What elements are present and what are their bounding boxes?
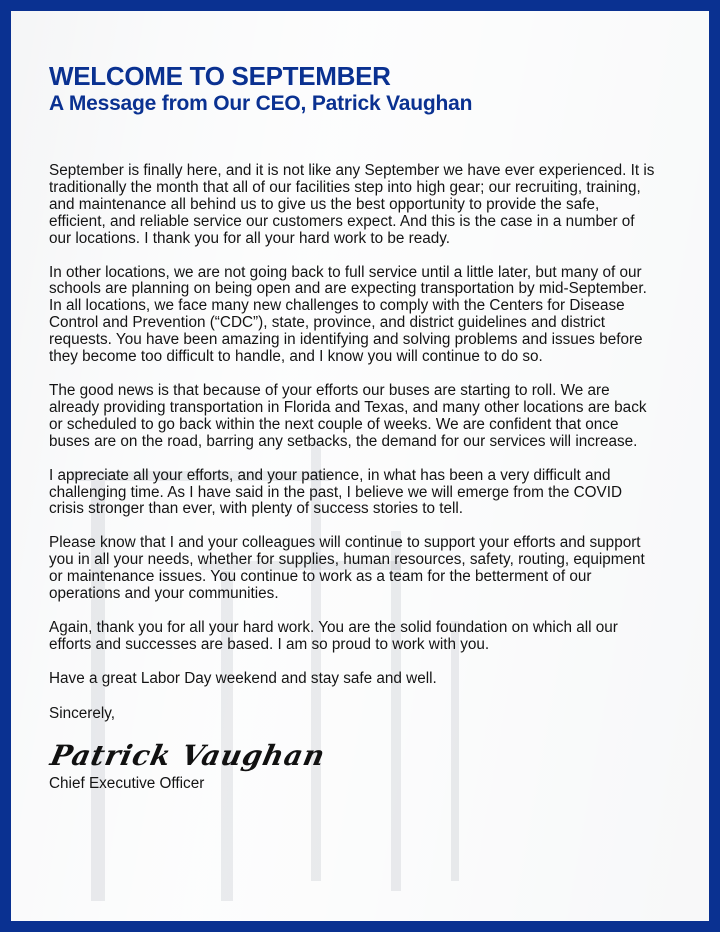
letter-body	[49, 163, 659, 688]
letter-content	[49, 61, 659, 797]
signer-title: Chief Executive Officer	[49, 774, 205, 792]
paragraph: The good news is that because of your efforts our buses are starting to roll. We are already providing transportation in Florida and Texas, and many other locations are back or scheduled to go back within the next couple of weeks. We are confident that once buses are on the road, barring any setbacks, the demand for our services will increase.	[49, 381, 647, 450]
page-title: WELCOME TO SEPTEMBER	[49, 61, 391, 91]
paragraph: Again, thank you for all your hard work. You are the solid foundation on which all our efforts and successes are based. I am so proud to work with you.	[49, 618, 618, 653]
paragraph: In other locations, we are not going back to full service until a little later, but many of our schools are planning on being open and are expecting transportation by mid-September. In all locations, we face many new challenges to comply with the Centers for Disease Control and Prevention (“CDC”), state, province, and district guidelines and district requests. You have been amazing in identifying and solving problems and issues before they become too difficult to handle, and I know you will continue to do so.	[49, 263, 647, 366]
paragraph: September is finally here, and it is not like any September we have ever experienced. It is traditionally the month that all of our facilities step into high gear; our recruiting, training, and maintenance all behind us to give us the best opportunity to provide the safe, efficient, and reliable service our customers expect. And this is the case in a number of our locations. I thank you for all your hard work to be ready.	[49, 162, 655, 247]
paragraph: I appreciate all your efforts, and your patience, in what has been a very difficult and challenging time. As I have said in the past, I believe we will emerge from the COVID crisis stronger than ever, with plenty of success stories to tell.	[49, 466, 623, 518]
page-subtitle: A Message from Our CEO, Patrick Vaughan	[49, 92, 473, 115]
paragraph: Please know that I and your colleagues will continue to support your efforts and support you in all your needs, whether for supplies, human resources, safety, routing, equipment or maintenance issues. You continue to work as a team for the betterment of our operations and your communities.	[49, 534, 645, 603]
signature-block	[49, 737, 659, 797]
handwritten-signature: Patrick Vaughan	[47, 738, 329, 772]
paragraph: Have a great Labor Day weekend and stay safe and well.	[49, 669, 437, 687]
closing-salutation: Sincerely,	[49, 704, 116, 722]
